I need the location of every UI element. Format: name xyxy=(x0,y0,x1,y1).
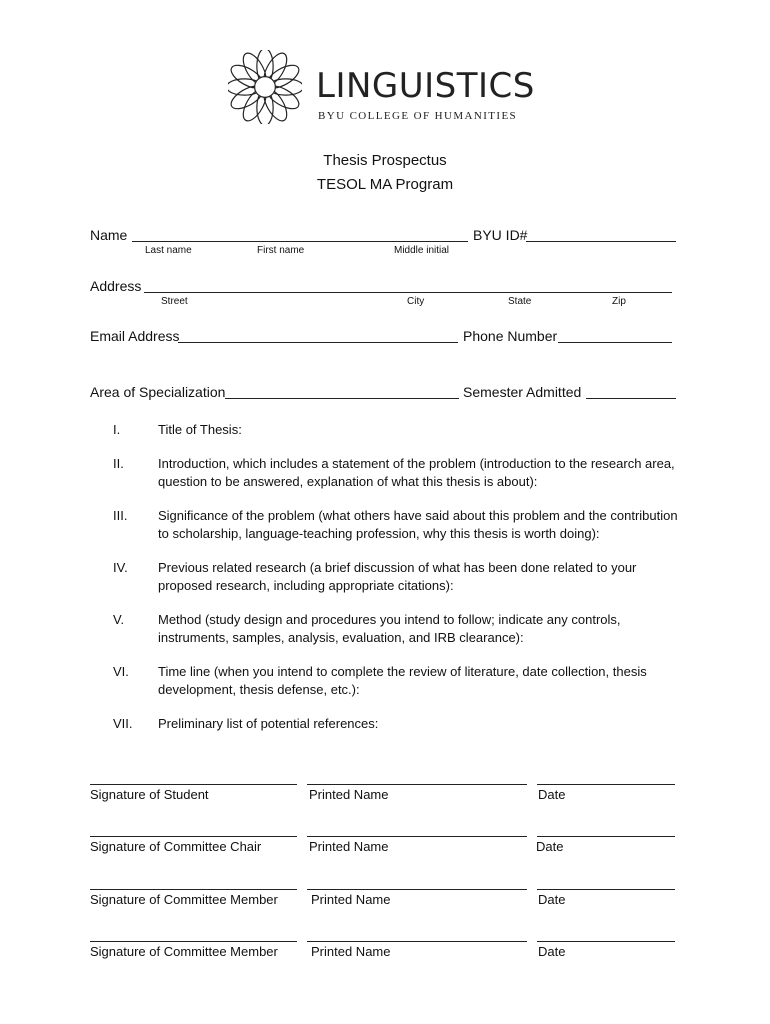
signature-label: Signature of Committee Member xyxy=(90,892,278,907)
section-number: I. xyxy=(113,422,121,437)
section-number: VI. xyxy=(113,664,129,679)
address-field[interactable] xyxy=(144,292,672,293)
section-text: proposed research, including appropriate citations): xyxy=(158,578,454,593)
signature-label: Signature of Committee Chair xyxy=(90,839,262,854)
printed-name-label: Printed Name xyxy=(309,839,389,854)
logo-subtitle: BYU COLLEGE OF HUMANITIES xyxy=(318,110,518,122)
section-text: to scholarship, language-teaching profession, why this thesis is worth doing): xyxy=(158,526,600,541)
printed-name-label: Printed Name xyxy=(311,944,391,959)
signature-line[interactable] xyxy=(90,889,297,890)
date-line[interactable] xyxy=(537,784,675,785)
section-text: Time line (when you intend to complete the review of literature, date collection, thesis xyxy=(158,664,647,679)
printed-name-line[interactable] xyxy=(307,941,527,942)
section-text: Introduction, which includes a statement of the problem (introduction to the research area, xyxy=(158,456,675,471)
first-name-caption: First name xyxy=(257,245,305,256)
printed-name-line[interactable] xyxy=(307,889,527,890)
printed-name-label: Printed Name xyxy=(309,787,389,802)
state-caption: State xyxy=(508,296,532,307)
address-label: Address xyxy=(90,278,142,294)
date-label: Date xyxy=(536,839,564,854)
linguistics-logo-icon xyxy=(228,50,302,124)
street-caption: Street xyxy=(161,296,188,307)
section-text: instruments, samples, analysis, evaluation, and IRB clearance): xyxy=(158,630,524,645)
city-caption: City xyxy=(407,296,425,307)
last-name-caption: Last name xyxy=(145,245,192,256)
signature-label: Signature of Student xyxy=(90,787,209,802)
section-number: IV. xyxy=(113,560,128,575)
date-label: Date xyxy=(538,787,566,802)
zip-caption: Zip xyxy=(612,296,626,307)
section-text: Previous related research (a brief discussion of what has been done related to your xyxy=(158,560,637,575)
printed-name-line[interactable] xyxy=(307,836,527,837)
semester-label: Semester Admitted xyxy=(463,384,582,400)
name-label: Name xyxy=(90,227,128,243)
signature-line[interactable] xyxy=(90,836,297,837)
section-number: II. xyxy=(113,456,124,471)
byu-id-label: BYU ID# xyxy=(473,227,528,243)
document-title: Thesis Prospectus xyxy=(323,152,447,169)
section-text: Method (study design and procedures you intend to follow; indicate any controls, xyxy=(158,612,621,627)
section-number: VII. xyxy=(113,716,133,731)
printed-name-line[interactable] xyxy=(307,784,527,785)
section-text: Preliminary list of potential references: xyxy=(158,716,379,731)
section-text: Title of Thesis: xyxy=(158,422,242,437)
email-label: Email Address xyxy=(90,328,180,344)
semester-field[interactable] xyxy=(586,398,676,399)
signature-line[interactable] xyxy=(90,941,297,942)
specialization-label: Area of Specialization xyxy=(90,384,226,400)
logo-wordmark: LINGUISTICS xyxy=(316,66,535,106)
section-text: development, thesis defense, etc.): xyxy=(158,682,360,697)
signature-label: Signature of Committee Member xyxy=(90,944,278,959)
phone-field[interactable] xyxy=(558,342,672,343)
date-line[interactable] xyxy=(537,889,675,890)
date-line[interactable] xyxy=(537,941,675,942)
signature-line[interactable] xyxy=(90,784,297,785)
date-line[interactable] xyxy=(537,836,675,837)
section-text: question to be answered, explanation of what this thesis is about): xyxy=(158,474,538,489)
specialization-field[interactable] xyxy=(225,398,459,399)
date-label: Date xyxy=(538,944,566,959)
printed-name-label: Printed Name xyxy=(311,892,391,907)
section-text: Significance of the problem (what others have said about this problem and the contribution xyxy=(158,508,678,523)
section-number: V. xyxy=(113,612,125,627)
date-label: Date xyxy=(538,892,566,907)
document-subtitle: TESOL MA Program xyxy=(316,176,454,193)
middle-initial-caption: Middle initial xyxy=(394,245,450,256)
name-field[interactable] xyxy=(132,241,468,242)
byu-id-field[interactable] xyxy=(526,241,676,242)
phone-label: Phone Number xyxy=(463,328,558,344)
section-number: III. xyxy=(113,508,128,523)
email-field[interactable] xyxy=(178,342,458,343)
